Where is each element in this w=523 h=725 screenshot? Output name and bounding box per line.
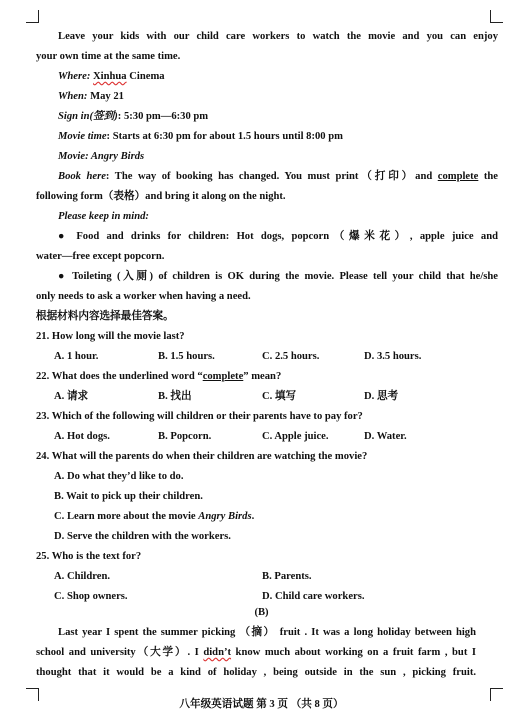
q22-option-c: C. 填写 — [262, 391, 297, 402]
q25-option-a: A. Children. — [54, 571, 111, 582]
q25-stem: 25. Who is the text for? — [36, 551, 142, 562]
crop-mark-top-right — [490, 10, 503, 23]
q21-option-a: A. 1 hour. — [54, 351, 99, 362]
instruction: 根据材料内容选择最佳答案。 — [36, 311, 174, 322]
food-line-1: ● Food and drinks for children: Hot dogs, popcorn（爆米花）, apple juice and — [58, 231, 498, 242]
q21-option-b: B. 1.5 hours. — [158, 351, 215, 362]
signin-value: : 5:30 pm—6:30 pm — [117, 111, 209, 122]
q23-option-a: A. Hot dogs. — [54, 431, 110, 442]
movietime-value: : Starts at 6:30 pm for about 1.5 hours until 8:00 pm — [106, 131, 343, 142]
toilet-line-1: ● Toileting (入厕) of children is OK during the movie. Please tell your child that he/she — [58, 271, 498, 282]
signin-line — [58, 110, 498, 123]
booking-line-2: following form（表格）and bring it along on the night. — [36, 191, 286, 202]
crop-mark-top-left — [26, 10, 39, 23]
food-line-2: water—free except popcorn. — [36, 251, 165, 262]
q22-stem-b: ” mean? — [243, 371, 282, 382]
q22-stem-a: 22. What does the underlined word “ — [36, 371, 203, 382]
underlined-word-complete: complete — [437, 171, 479, 182]
passage-b-line-2-b: know much about working on a fruit farm , but I — [231, 647, 476, 658]
where-place: Xinhua — [93, 71, 127, 82]
q21-option-d: D. 3.5 hours. — [364, 351, 422, 362]
keep-in-mind: Please keep in mind: — [58, 211, 149, 222]
q22-stem — [36, 370, 476, 383]
page-footer: 八年级英语试题 第 3 页 （共 8 页） — [179, 699, 344, 710]
q24-option-b: B. Wait to pick up their children. — [54, 491, 203, 502]
passage-b-line-3: thought that it would be a kind of holiday , being outside in the sun , picking fruit. — [36, 667, 476, 678]
q25-option-b: B. Parents. — [262, 571, 312, 582]
movietime-line — [58, 130, 498, 143]
movietime-label: Movie time — [58, 131, 107, 142]
q24-option-a: A. Do what they’d like to do. — [54, 471, 184, 482]
passage-b-line-2-wavy: didn’t — [203, 647, 232, 658]
where-suffix: Cinema — [126, 71, 165, 82]
q22-option-d: D. 思考 — [364, 391, 399, 402]
movie-line: Movie: Angry Birds — [58, 151, 145, 162]
when-value: May 21 — [87, 91, 124, 102]
passage-a-intro-2: your own time at the same time. — [36, 51, 181, 62]
q23-option-c: C. Apple juice. — [262, 431, 329, 442]
q21-option-c: C. 2.5 hours. — [262, 351, 320, 362]
booking-text-a: : The way of booking has changed. You must print（打印）and — [105, 171, 438, 182]
passage-b-line-1: Last year I spent the summer picking （摘） fruit . It was a long holiday between high — [58, 627, 476, 638]
booking-line — [58, 170, 498, 183]
passage-b-line-2 — [36, 646, 476, 659]
when-label: When: — [58, 91, 88, 102]
passage-b-line-2-a: school and university（大学）. I — [36, 647, 204, 658]
booking-label: Book here — [58, 171, 106, 182]
q24-option-c-end: . — [251, 511, 255, 522]
toilet-line-2: only needs to ask a worker when having a need. — [36, 291, 251, 302]
q21-stem: 21. How long will the movie last? — [36, 331, 185, 342]
q24-option-d: D. Serve the children with the workers. — [54, 531, 231, 542]
q23-option-b: B. Popcorn. — [158, 431, 212, 442]
where-label: Where: — [58, 71, 91, 82]
passage-b-heading: (B) — [254, 607, 269, 618]
q24-option-c-title: Angry Birds — [198, 511, 252, 522]
q25-option-c: C. Shop owners. — [54, 591, 128, 602]
passage-a-intro: Leave your kids with our child care workers to watch the movie and you can enjoy — [58, 31, 498, 42]
where-line — [58, 70, 498, 83]
q23-stem: 23. Which of the following will children or their parents have to pay for? — [36, 411, 363, 422]
q22-stem-underlined: complete — [202, 371, 244, 382]
q22-option-a: A. 请求 — [54, 391, 89, 402]
q24-option-c — [54, 510, 254, 523]
when-line — [58, 90, 498, 103]
q24-option-c-text: C. Learn more about the movie — [54, 511, 199, 522]
q25-option-d: D. Child care workers. — [262, 591, 365, 602]
q24-stem: 24. What will the parents do when their children are watching the movie? — [36, 451, 368, 462]
booking-text-b: the — [478, 171, 498, 182]
q23-option-d: D. Water. — [364, 431, 407, 442]
signin-label: Sign in(签到) — [58, 111, 118, 122]
q22-option-b: B. 找出 — [158, 391, 192, 402]
